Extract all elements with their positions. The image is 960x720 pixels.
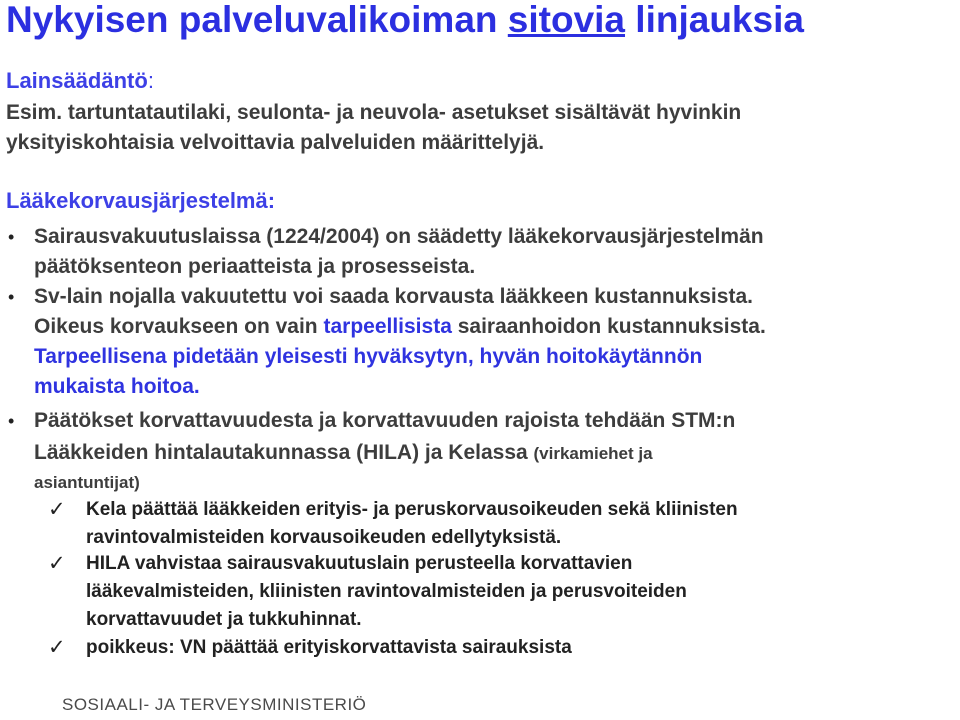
slide-title [6, 0, 804, 46]
check-item-kela: Kela päättää lääkkeiden erityis- ja peruskorvausoikeuden sekä kliinisten [86, 499, 738, 520]
bullet-line: Päätökset korvattavuudesta ja korvattavuuden rajoista tehdään STM:n [34, 409, 736, 432]
check-icon: ✓ [48, 636, 66, 659]
check-item-exception: poikkeus: VN päättää erityiskorvattavista sairauksista [86, 637, 572, 658]
bullet-line: Sv-lain nojalla vakuutettu voi saada korvausta lääkkeen kustannuksista. [34, 285, 753, 308]
reimbursement-heading: Lääkekorvausjärjestelmä: [6, 188, 276, 213]
bullet-line: päätöksenteon periaatteista ja prosesseista. [34, 255, 476, 278]
text-parenthetical: (virkamiehet ja [533, 444, 653, 463]
bullet-item-compensation [0, 282, 960, 312]
check-item-kela-cont: ravintovalmisteiden korvausoikeuden edellytyksistä. [86, 527, 562, 548]
slide-title-part1: Nykyisen palveluvalikoiman [6, 0, 508, 40]
bullet-icon: • [8, 411, 15, 431]
text-segment: Oikeus korvaukseen on vain [34, 315, 324, 338]
bullet-line: asiantuntijat) [34, 473, 140, 492]
bullet-line-definition: Tarpeellisena pidetään yleisesti hyväksytyn, hyvän hoitokäytännön [34, 345, 703, 368]
legislation-heading-text: Lainsäädäntö [6, 68, 148, 93]
check-icon: ✓ [48, 552, 66, 575]
check-icon: ✓ [48, 498, 66, 521]
check-item-hila-cont: lääkevalmisteiden, kliinisten ravintovalmisteiden ja perusvoiteiden [86, 581, 687, 602]
bullet-item-law [0, 222, 960, 252]
check-item-hila: HILA vahvistaa sairausvakuutuslain perusteella korvattavien [86, 553, 633, 574]
bullet-line-right [34, 312, 766, 342]
bullet-icon: • [8, 287, 15, 307]
bullet-line: Sairausvakuutuslaissa (1224/2004) on säädetty lääkekorvausjärjestelmän [34, 225, 764, 248]
legislation-heading-colon: : [147, 68, 154, 93]
text-highlight: tarpeellisista [323, 315, 452, 338]
slide-title-part2: linjauksia [625, 0, 804, 40]
ministry-logo: SOSIAALI- JA TERVEYSMINISTERIÖ [62, 695, 367, 714]
legislation-line-2: yksityiskohtaisia velvoittavia palveluiden määrittelyjä. [6, 131, 545, 154]
legislation-heading [6, 66, 154, 96]
bullet-item-decisions [0, 406, 960, 436]
slide-title-emphasis: sitovia [507, 0, 626, 40]
text-segment: sairaanhoidon kustannuksista. [451, 315, 766, 338]
bullet-line-definition: mukaista hoitoa. [34, 375, 200, 398]
check-item-hila-cont: korvattavuudet ja tukkuhinnat. [86, 609, 362, 630]
legislation-line-1: Esim. tartuntatautilaki, seulonta- ja neuvola- asetukset sisältävät hyvinkin [6, 101, 742, 124]
bullet-line [34, 438, 653, 469]
bullet-icon: • [8, 227, 15, 247]
text-segment: Lääkkeiden hintalautakunnassa (HILA) ja Kelassa [34, 441, 534, 464]
